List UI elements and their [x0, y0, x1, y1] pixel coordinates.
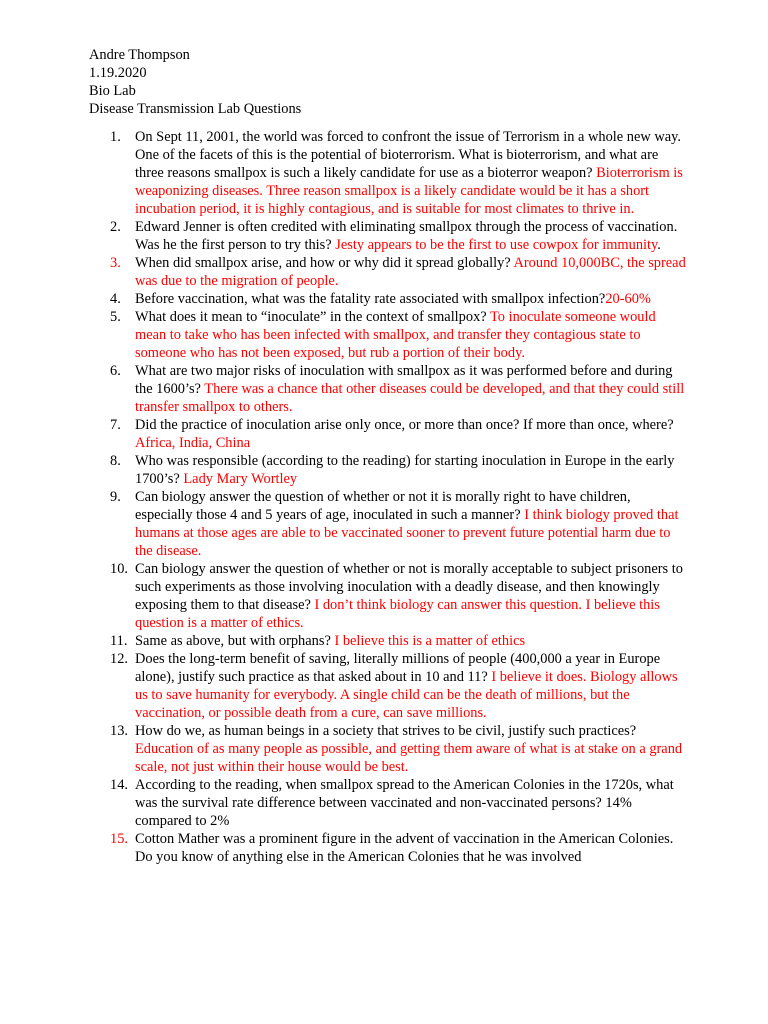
question-text: Before vaccination, what was the fatality rate associated with smallpox infection? [135, 291, 606, 307]
question-text: How do we, as human beings in a society that strives to be civil, justify such practices? [135, 723, 637, 739]
question-text: Can biology answer the question of whether or not is morally acceptable to subject prisoners to such experiments as those involving inoculation with a deadly disease, and then knowingly exposing them to that disease? [135, 561, 683, 613]
answer-text: I think biology proved that humans at those ages are able to be vaccinated sooner to prevent future potential harm due to the disease. [135, 507, 679, 559]
author-name: Andre Thompson [89, 47, 190, 63]
answer-text: Africa, India, China [135, 435, 251, 451]
question-text: Cotton Mather was a prominent figure in the advent of vaccination in the American Colonies. Do you know of anything else in the American Colonies that he was involved [135, 831, 674, 865]
question-item-4 [89, 290, 689, 308]
question-list [89, 128, 689, 866]
document-page [89, 46, 689, 866]
question-item-2 [89, 218, 689, 254]
question-item-12 [89, 650, 689, 722]
answer-text: There was a chance that other diseases could be developed, and that they could still transfer smallpox to others. [135, 381, 685, 415]
question-text: Same as above, but with orphans? [135, 633, 331, 649]
question-number: 12. [110, 651, 128, 667]
answer-text: To inoculate someone would mean to take who has been infected with smallpox, and transfer they contagious state to someone who has not been exposed, but rub a portion of their body. [135, 309, 656, 361]
question-item-1 [89, 128, 689, 218]
question-text: Who was responsible (according to the reading) for starting inoculation in Europe in the early 1700’s? [135, 453, 675, 487]
answer-text: Around 10,000BC, the spread was due to the migration of people. [135, 255, 686, 289]
question-item-11 [89, 632, 689, 650]
answer-text: Education of as many people as possible, and getting them aware of what is at stake on a grand scale, not just within their house would be best. [135, 741, 683, 775]
question-number: 2. [110, 219, 121, 235]
question-item-7 [89, 416, 689, 452]
question-number: 1. [110, 129, 121, 145]
answer-text: Lady Mary Wortley [183, 471, 298, 487]
question-number: 10. [110, 561, 128, 577]
question-number: 8. [110, 453, 121, 469]
question-number: 4. [110, 291, 121, 307]
question-number: 5. [110, 309, 121, 325]
question-text: According to the reading, when smallpox spread to the American Colonies in the 1720s, what was the survival rate difference between vaccinated and non-vaccinated persons? [135, 777, 674, 811]
question-text: Does the long-term benefit of saving, literally millions of people (400,000 a year in Europe alone), justify such practice as that asked about in 10 and 11? [135, 651, 661, 685]
question-item-8 [89, 452, 689, 488]
answer-text: I believe it does. Biology allows us to save humanity for everybody. A single child can be the death of millions, but the vaccination, or possible death from a cure, can save millions. [135, 669, 678, 721]
answer-text: 20-60% [605, 291, 651, 307]
document-date: 1.19.2020 [89, 65, 147, 81]
question-item-14 [89, 776, 689, 830]
question-item-10 [89, 560, 689, 632]
answer-text: 14% compared to 2% [135, 795, 632, 829]
question-text: Did the practice of inoculation arise only once, or more than once? If more than once, where? [135, 417, 674, 433]
question-text: On Sept 11, 2001, the world was forced to confront the issue of Terrorism in a whole new way. One of the facets of this is the potential of bioterrorism. What is bioterrorism, and what are three reasons smallpox is such a likely candidate for use as a bioterror weapon? [135, 129, 681, 181]
question-number: 9. [110, 489, 121, 505]
question-item-3 [89, 254, 689, 290]
question-item-9 [89, 488, 689, 560]
question-item-5 [89, 308, 689, 362]
question-text: When did smallpox arise, and how or why did it spread globally? [135, 255, 511, 271]
question-text: What are two major risks of inoculation with smallpox as it was performed before and during the 1600’s? [135, 363, 673, 397]
question-number: 14. [110, 777, 128, 793]
question-item-6 [89, 362, 689, 416]
question-item-15 [89, 830, 689, 866]
question-number: 7. [110, 417, 121, 433]
answer-text: Jesty appears to be the first to use cowpox for immunity [335, 237, 658, 253]
question-number: 11. [110, 633, 128, 649]
question-text: Edward Jenner is often credited with eliminating smallpox through the process of vaccination. Was he the first person to try this? [135, 219, 678, 253]
question-number: 6. [110, 363, 121, 379]
answer-text: I believe this is a matter of ethics [334, 633, 526, 649]
question-item-13 [89, 722, 689, 776]
question-text: Can biology answer the question of whether or not it is morally right to have children, especially those 4 and 5 years of age, inoculated in such a manner? [135, 489, 631, 523]
answer-trailing-period: . [657, 237, 661, 253]
document-title: Disease Transmission Lab Questions [89, 101, 302, 117]
question-text: What does it mean to “inoculate” in the context of smallpox? [135, 309, 487, 325]
question-number: 13. [110, 723, 128, 739]
class-name: Bio Lab [89, 83, 136, 99]
question-number: 15. [110, 831, 128, 847]
answer-text: I don’t think biology can answer this question. I believe this question is a matter of ethics. [135, 597, 660, 631]
answer-text: Bioterrorism is weaponizing diseases. Three reason smallpox is a likely candidate would be it has a short incubation period, it is highly contagious, and is suitable for most climates to thrive in. [135, 165, 683, 217]
question-number: 3. [110, 255, 121, 271]
